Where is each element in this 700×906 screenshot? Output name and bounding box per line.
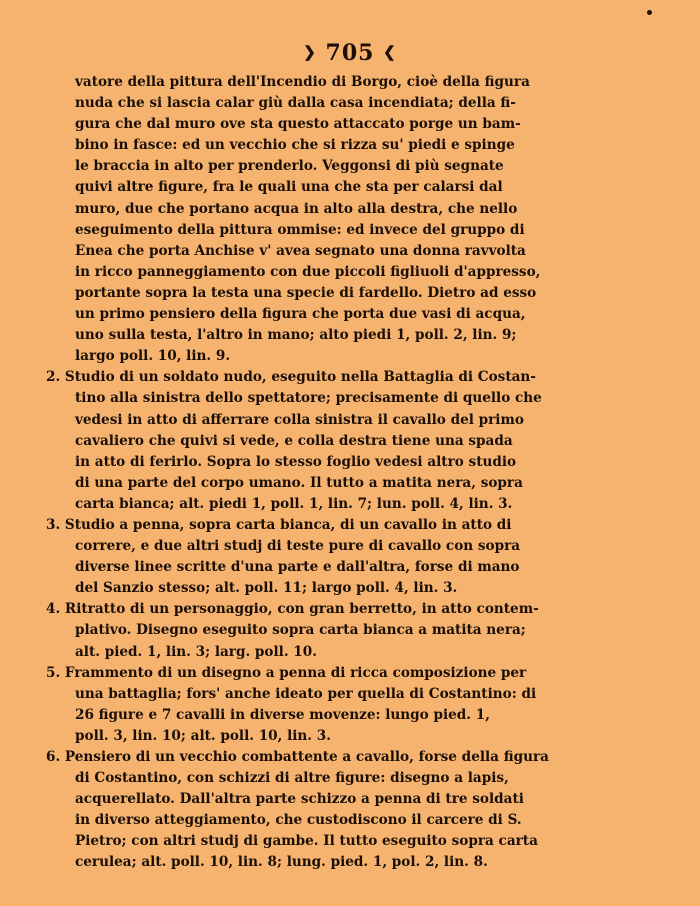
text-line: 5. Frammento di un disegno a penna di ricca composizione per [46,664,527,681]
text-line: una battaglia; fors' anche ideato per quella di Costantino: di [75,685,537,702]
text-line: diverse linee scritte d'una parte e dall'altra, forse di mano [75,559,520,576]
body-text [46,72,636,874]
text-line: 26 figure e 7 cavalli in diverse movenze: lungo pied. 1, [75,706,490,723]
text-line: eseguimento della pittura ommise: ed invece del gruppo di [75,221,525,238]
text-line: Enea che porta Anchise v' avea segnato una donna ravvolta [75,242,526,259]
text-line: nuda che si lascia calar giù dalla casa incendiata; della fi- [75,95,516,112]
page-number: 705 [325,40,375,66]
text-line: uno sulla testa, l'altro in mano; alto piedi 1, poll. 2, lin. 9; [75,327,517,344]
text-line: alt. pied. 1, lin. 3; larg. poll. 10. [75,643,317,660]
text-line: vedesi in atto di afferrare colla sinistra il cavallo del primo [75,411,524,428]
text-line: in ricco panneggiamento con due piccoli figliuoli d'appresso, [75,263,541,280]
text-line: plativo. Disegno eseguito sopra carta bianca a matita nera; [75,622,526,639]
text-line: un primo pensiero della figura che porta due vasi di acqua, [75,306,526,323]
text-line: acquerellato. Dall'altra parte schizzo a penna di tre soldati [75,791,524,808]
text-line: in diverso atteggiamento, che custodiscono il carcere di S. [75,812,522,829]
text-line: 6. Pensiero di un vecchio combattente a cavallo, forse della figura [46,749,549,765]
text-line: quivi altre figure, fra le quali una che sta per calarsi dal [75,179,503,196]
page-header [0,40,700,66]
text-line: di Costantino, con schizzi di altre figure: disegno a lapis, [75,770,509,787]
text-line: portante sopra la testa una specie di fardello. Dietro ad esso [75,284,537,301]
text-line: 2. Studio di un soldato nudo, eseguito nella Battaglia di Costan- [46,369,536,386]
text-line: 3. Studio a penna, sopra carta bianca, di un cavallo in atto di [46,516,512,533]
text-line: in atto di ferirlo. Sopra lo stesso foglio vedesi altro studio [75,453,517,470]
header-ornament-left: ❯ [303,43,317,61]
text-line: largo poll. 10, lin. 9. [75,348,231,365]
text-line: carta bianca; alt. piedi 1, poll. 1, lin. 7; lun. poll. 4, lin. 3. [75,495,513,512]
text-line: cerulea; alt. poll. 10, lin. 8; lung. pied. 1, pol. 2, lin. 8. [75,854,488,871]
text-line: di una parte del corpo umano. Il tutto a matita nera, sopra [75,474,523,491]
text-line: poll. 3, lin. 10; alt. poll. 10, lin. 3. [75,727,331,744]
text-line: del Sanzio stesso; alt. poll. 11; largo poll. 4, lin. 3. [75,580,458,597]
header-ornament-right: ❮ [383,43,397,61]
ink-speck [647,10,652,15]
text-line: le braccia in alto per prenderlo. Veggonsi di più segnate [75,158,504,175]
text-line: vatore della pittura dell'Incendio di Borgo, cioè della figura [75,74,530,90]
text-line: cavaliero che quivi si vede, e colla destra tiene una spada [75,432,513,449]
text-line: bino in fasce: ed un vecchio che si rizza su' piedi e spinge [75,137,515,154]
text-line: 4. Ritratto di un personaggio, con gran berretto, in atto contem- [46,601,539,618]
text-line: Pietro; con altri studj di gambe. Il tutto eseguito sopra carta [75,833,538,850]
text-line: tino alla sinistra dello spettatore; precisamente di quello che [75,390,542,407]
text-line: correre, e due altri studj di teste pure di cavallo con sopra [75,538,521,555]
text-line: muro, due che portano acqua in alto alla destra, che nello [75,200,518,217]
text-line: gura che dal muro ove sta questo attaccato porge un bam- [75,116,521,133]
